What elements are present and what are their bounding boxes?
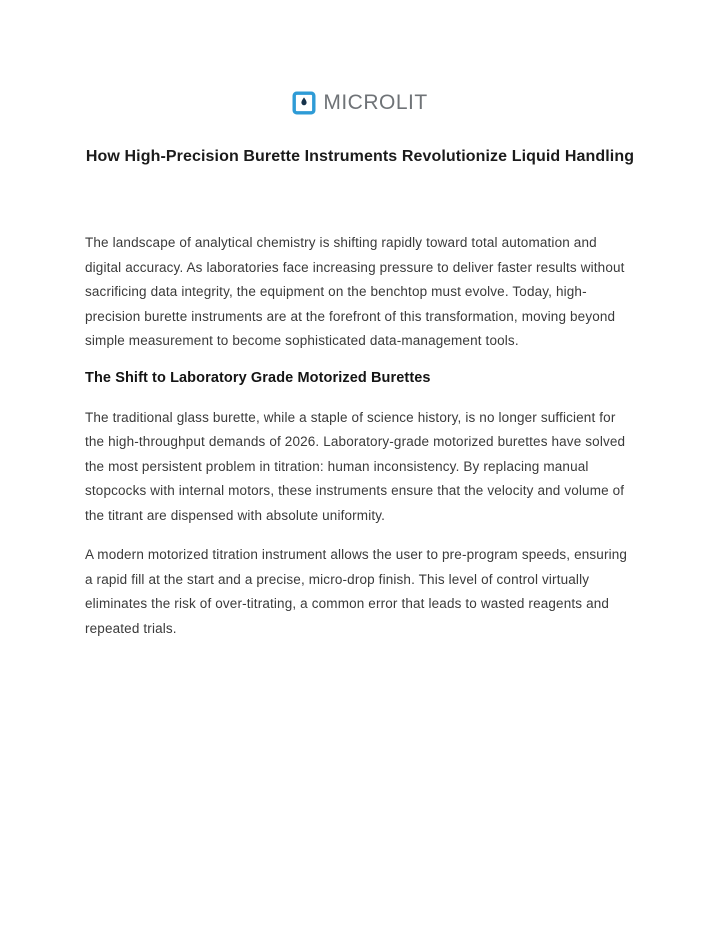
droplet-square-icon — [292, 91, 316, 115]
section-paragraph: The traditional glass burette, while a staple of science history, is no longer sufficient for the high-throughput demands of 2026. Laboratory-grade motorized burettes have solved the most persistent problem in titration: human inconsistency. By replacing manual stopcocks with internal motors, these instruments ensure that the velocity and volume of the titrant are dispensed with absolute uniformity. — [85, 409, 626, 523]
article-title: How High-Precision Burette Instruments Revolutionize Liquid Handling — [85, 148, 635, 165]
logo-text: MICROLIT — [323, 91, 428, 114]
intro-paragraph: The landscape of analytical chemistry is shifting rapidly toward total automation and digital accuracy. As laboratories face increasing pressure to deliver faster results without sacrificing data integrity, the equipment on the benchtop must evolve. Today, high-precision burette instruments are at the forefront of this transformation, moving beyond simple measurement to become sophisticated data-management tools. — [85, 235, 625, 348]
article-body — [85, 231, 630, 656]
brand-logo — [0, 90, 720, 116]
section-paragraph: A modern motorized titration instrument allows the user to pre-program speeds, ensuring a rapid fill at the start and a precise, micro-drop finish. This level of control virtually eliminates the risk of over-titrating, a common error that leads to wasted reagents and repeated trials. — [85, 547, 628, 636]
section-heading: The Shift to Laboratory Grade Motorized Burettes — [85, 369, 431, 386]
